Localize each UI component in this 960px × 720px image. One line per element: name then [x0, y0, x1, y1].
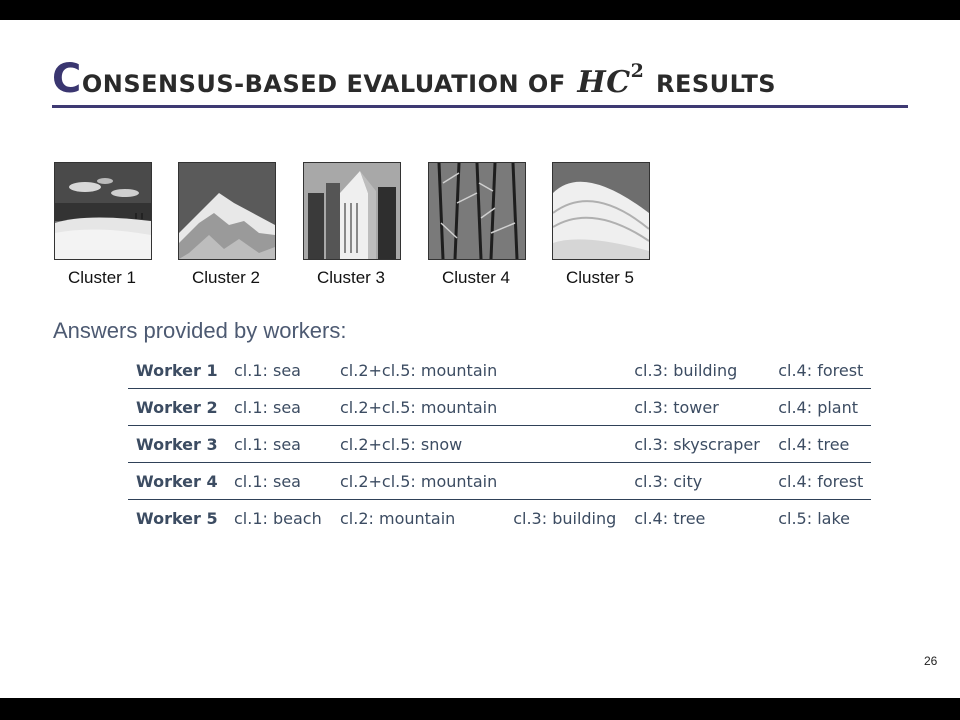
worker-name: Worker 3: [136, 434, 218, 454]
title-math-base: HC: [577, 65, 631, 100]
title-first-letter: C: [52, 56, 82, 102]
answer-cell: cl.1: sea: [234, 471, 301, 491]
cluster-2-image: [178, 162, 276, 260]
snowy-mountain-image: [179, 163, 275, 259]
answer-cell: cl.5: lake: [778, 508, 850, 528]
cluster-3-caption: Cluster 3: [316, 268, 386, 287]
forest-image: [429, 163, 525, 259]
table-row: [128, 389, 871, 426]
title-math-sup: 2: [630, 60, 645, 82]
skyscraper-image: [304, 163, 400, 259]
worker-name: Worker 2: [136, 397, 218, 417]
worker-answers-table: [128, 352, 871, 536]
answer-cell: [505, 426, 626, 463]
table-row: [128, 352, 871, 389]
cluster-1-caption: Cluster 1: [67, 268, 137, 287]
answer-cell: cl.3: skyscraper: [634, 434, 760, 454]
slide: [0, 20, 960, 698]
answer-cell: cl.3: building: [513, 508, 617, 528]
table-row: [128, 463, 871, 500]
worker-name: Worker 5: [136, 508, 218, 528]
answer-cell: cl.2+cl.5: mountain: [340, 471, 498, 491]
answer-cell: [505, 463, 626, 500]
snow-slope-image: [553, 163, 649, 259]
answer-cell: cl.4: plant: [778, 397, 859, 417]
answer-cell: cl.2+cl.5: mountain: [340, 397, 498, 417]
answer-cell: cl.4: tree: [778, 434, 850, 454]
cluster-4-image: [428, 162, 526, 260]
slide-title: [52, 56, 776, 102]
answer-cell: cl.1: sea: [234, 360, 301, 380]
cluster-3-image: [303, 162, 401, 260]
cluster-1-image: [54, 162, 152, 260]
answer-cell: cl.3: tower: [634, 397, 719, 417]
answer-cell: cl.2+cl.5: snow: [340, 434, 463, 454]
title-math: [577, 60, 645, 100]
table-row: [128, 426, 871, 463]
worker-name: Worker 4: [136, 471, 218, 491]
answer-cell: cl.1: sea: [234, 397, 301, 417]
title-text: ONSENSUS-BASED EVALUATION OF: [81, 70, 566, 98]
answer-cell: cl.1: beach: [234, 508, 322, 528]
answer-cell: cl.4: forest: [778, 471, 864, 491]
title-underline: [52, 105, 908, 108]
page-number: 26: [924, 654, 938, 668]
cluster-2-caption: Cluster 2: [191, 268, 261, 287]
answer-cell: [505, 352, 626, 389]
answer-cell: cl.3: city: [634, 471, 703, 491]
answer-cell: cl.2: mountain: [340, 508, 456, 528]
beach-image: [55, 163, 151, 259]
answer-cell: cl.3: building: [634, 360, 738, 380]
worker-name: Worker 1: [136, 360, 218, 380]
cluster-5-caption: Cluster 5: [565, 268, 635, 287]
answer-cell: cl.2+cl.5: mountain: [340, 360, 498, 380]
cluster-5-image: [552, 162, 650, 260]
answer-cell: cl.4: forest: [778, 360, 864, 380]
cluster-4-caption: Cluster 4: [441, 268, 511, 287]
answer-cell: cl.4: tree: [634, 508, 706, 528]
answers-subtitle: Answers provided by workers:: [53, 318, 347, 343]
answer-cell: cl.1: sea: [234, 434, 301, 454]
answer-cell: [505, 389, 626, 426]
table-row: [128, 500, 871, 537]
title-text-end: RESULTS: [655, 70, 777, 98]
